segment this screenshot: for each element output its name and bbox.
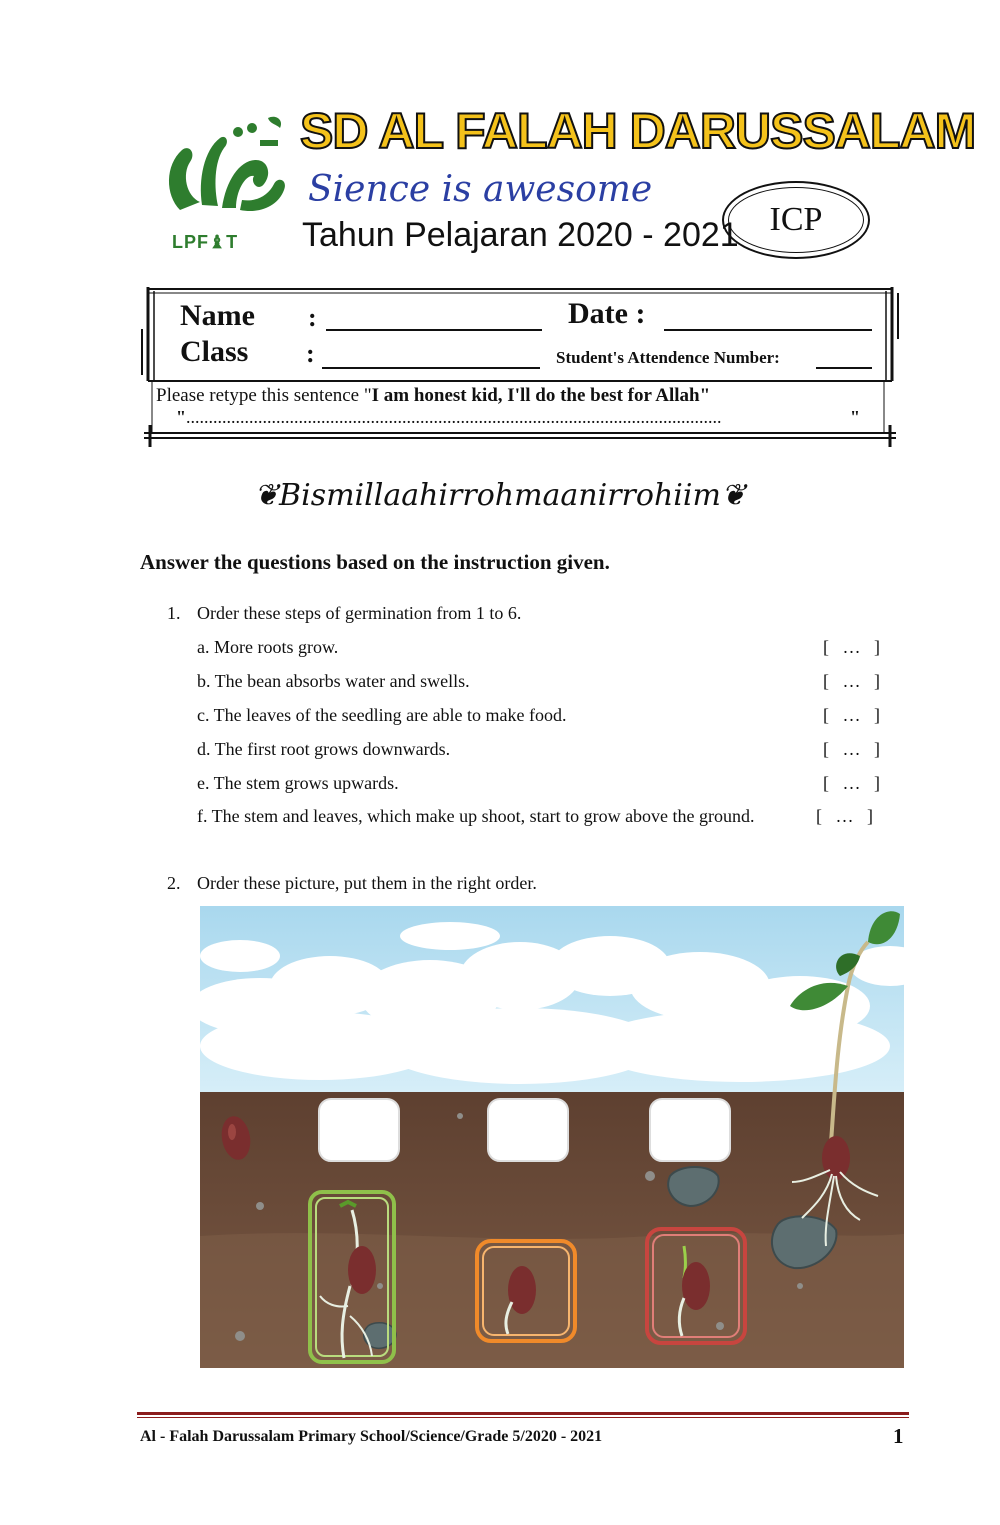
option-d: d. The first root grows downwards. bbox=[197, 739, 451, 759]
icp-badge-label: ICP bbox=[769, 201, 823, 238]
logo-caption: LPF♝T bbox=[172, 232, 239, 252]
footer-text: Al - Falah Darussalam Primary School/Science/Grade 5/2020 - 2021 bbox=[140, 1428, 603, 1445]
icp-badge bbox=[722, 181, 870, 259]
answer-bracket-d[interactable]: [ … ] bbox=[823, 739, 880, 759]
retype-close-quote: " bbox=[850, 407, 860, 427]
page-number: 1 bbox=[893, 1424, 904, 1448]
question-2-number: 2. bbox=[167, 873, 181, 893]
question-2-text: Order these picture, put them in the right order. bbox=[197, 873, 537, 893]
class-label: Class bbox=[180, 335, 249, 368]
retype-suffix: " bbox=[699, 385, 711, 406]
name-field[interactable] bbox=[326, 329, 542, 331]
bean-sprouting bbox=[348, 1246, 376, 1294]
instruction: Answer the questions based on the instruction given. bbox=[140, 550, 610, 574]
footer-rule-thin bbox=[137, 1417, 909, 1418]
answer-bracket-c[interactable]: [ … ] bbox=[823, 705, 880, 725]
retype-instruction bbox=[156, 385, 710, 407]
answer-bracket-a[interactable]: [ … ] bbox=[823, 637, 880, 657]
option-b: b. The bean absorbs water and swells. bbox=[197, 671, 470, 691]
class-field[interactable] bbox=[322, 367, 540, 369]
option-c: c. The leaves of the seedling are able to make food. bbox=[197, 705, 567, 725]
option-e: e. The stem grows upwards. bbox=[197, 773, 399, 793]
retype-open-quote: " bbox=[176, 407, 186, 427]
name-label: Name bbox=[180, 299, 255, 332]
retype-dots: ....................................................................................................................... bbox=[186, 407, 722, 427]
answer-box-1 bbox=[319, 1099, 399, 1161]
option-a: a. More roots grow. bbox=[197, 637, 339, 657]
name-colon: : bbox=[308, 303, 317, 332]
tagline: Sience is awesome bbox=[308, 169, 653, 210]
question-1-number: 1. bbox=[167, 603, 181, 623]
bean-stem-up bbox=[682, 1262, 710, 1310]
bean-first-root bbox=[508, 1266, 536, 1314]
attendance-label: Student's Attendence Number: bbox=[556, 348, 780, 367]
retype-field[interactable] bbox=[176, 407, 876, 428]
option-f: f. The stem and leaves, which make up shoot, start to grow above the ground. bbox=[197, 806, 755, 826]
bismillah: ❦Bismillaahirrohmaanirrohiim❦ bbox=[253, 478, 747, 513]
answer-box-3 bbox=[650, 1099, 730, 1161]
class-colon: : bbox=[306, 339, 315, 368]
date-label: Date : bbox=[568, 297, 646, 330]
school-name: SD AL FALAH DARUSSALAM bbox=[300, 103, 976, 159]
answer-bracket-b[interactable]: [ … ] bbox=[823, 671, 880, 691]
answer-box-2 bbox=[488, 1099, 568, 1161]
academic-year: Tahun Pelajaran 2020 - 2021 bbox=[302, 216, 739, 254]
student-info-box bbox=[140, 285, 900, 447]
answer-bracket-f[interactable]: [ … ] bbox=[816, 806, 873, 826]
footer-rule-thick bbox=[137, 1412, 909, 1415]
date-field[interactable] bbox=[664, 329, 872, 331]
answer-bracket-e[interactable]: [ … ] bbox=[823, 773, 880, 793]
question-1-text: Order these steps of germination from 1 to 6. bbox=[197, 603, 522, 623]
germination-illustration bbox=[200, 906, 904, 1368]
attendance-field[interactable] bbox=[816, 367, 872, 369]
retype-sentence: I am honest kid, I'll do the best for Allah bbox=[371, 385, 700, 406]
retype-prefix: Please retype this sentence " bbox=[156, 385, 372, 406]
